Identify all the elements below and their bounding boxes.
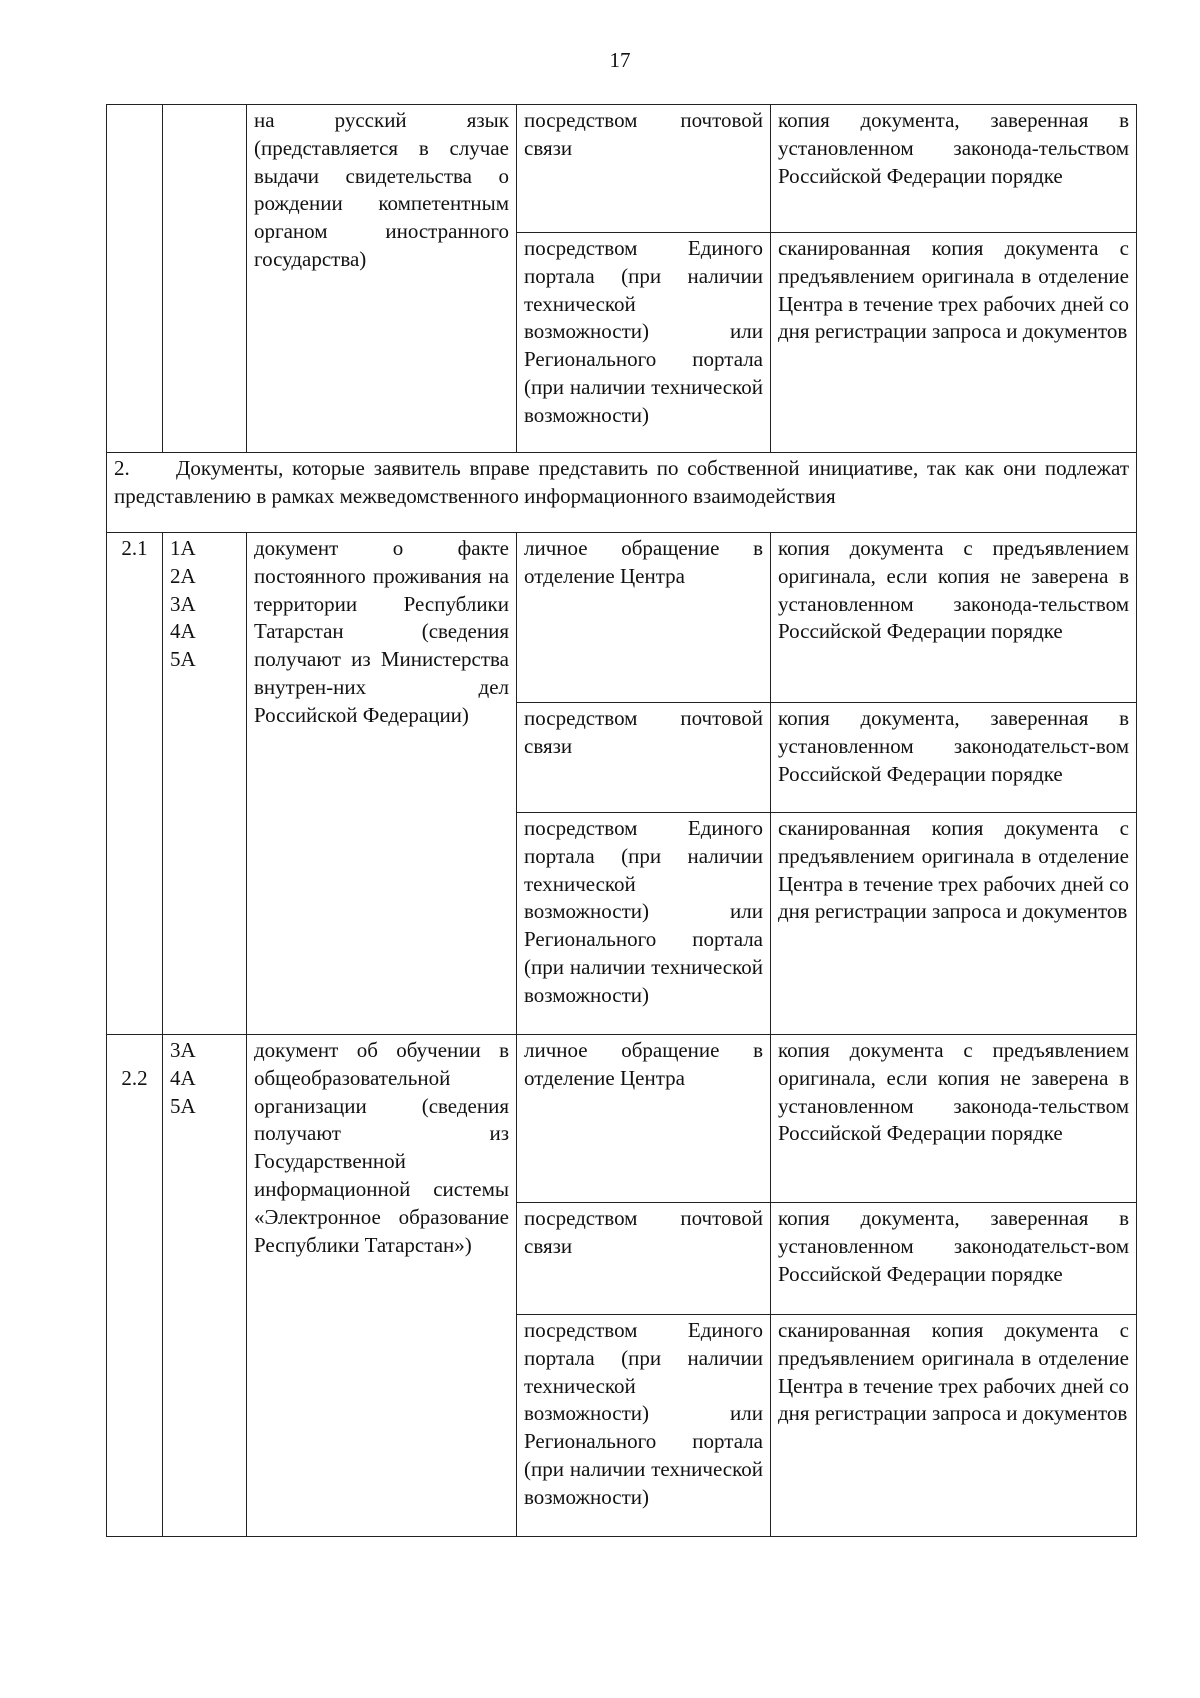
method-cell: посредством Единого портала (при наличии технической возможности) или Регионального портала (при наличии технической возможности) (517, 813, 771, 1035)
row-number: 2.2 (107, 1035, 163, 1537)
form-cell: копия документа, заверенная в установленном законодательст-вом Российской Федерации порядке (771, 703, 1137, 813)
document-cell: документ об обучении в общеобразовательной организации (сведения получают из Государственной информационной системы «Электронное образование Республики Татарстан») (247, 1035, 517, 1537)
form-cell: сканированная копия документа с предъявлением оригинала в отделение Центра в течение трех рабочих дней со дня регистрации запроса и документов (771, 1315, 1137, 1537)
section-number: 2. (114, 456, 130, 480)
form-cell: копия документа, заверенная в установленном законодательст-вом Российской Федерации порядке (771, 1203, 1137, 1315)
document-cell: документ о факте постоянного проживания на территории Республики Татарстан (сведения получают из Министерства внутрен-них дел Российской Федерации) (247, 533, 517, 1035)
section-title: Документы, которые заявитель вправе представить по собственной инициативе, так как они подлежат представлению в рамках межведомственного информационного взаимодействия (114, 456, 1129, 508)
method-cell: посредством почтовой связи (517, 105, 771, 233)
form-cell: копия документа с предъявлением оригинала, если копия не заверена в установленном законода-тельством Российской Федерации порядке (771, 1035, 1137, 1203)
table-row (107, 533, 1137, 703)
document-cell: на русский язык (представляется в случае выдачи свидетельства о рождении компетентным органом иностранного государства) (247, 105, 517, 453)
method-cell: личное обращение в отделение Центра (517, 533, 771, 703)
table-row (107, 105, 1137, 233)
section-heading-row (107, 453, 1137, 533)
documents-table (106, 104, 1137, 1537)
row-codes-cell (163, 105, 247, 453)
page-number: 17 (609, 48, 631, 72)
form-cell: копия документа с предъявлением оригинала, если копия не заверена в установленном законода-тельством Российской Федерации порядке (771, 533, 1137, 703)
method-cell: посредством Единого портала (при наличии технической возможности) или Регионального портала (при наличии технической возможности) (517, 1315, 771, 1537)
method-cell: посредством почтовой связи (517, 703, 771, 813)
form-cell: сканированная копия документа с предъявлением оригинала в отделение Центра в течение трех рабочих дней со дня регистрации запроса и документов (771, 233, 1137, 453)
method-cell: посредством почтовой связи (517, 1203, 771, 1315)
row-number-cell (107, 105, 163, 453)
row-codes: 3А 4А 5А (163, 1035, 247, 1537)
form-cell: сканированная копия документа с предъявлением оригинала в отделение Центра в течение трех рабочих дней со дня регистрации запроса и документов (771, 813, 1137, 1035)
row-codes: 1А 2А 3А 4А 5А (163, 533, 247, 1035)
table-row (107, 1035, 1137, 1203)
method-cell: личное обращение в отделение Центра (517, 1035, 771, 1203)
form-cell: копия документа, заверенная в установленном законода-тельством Российской Федерации порядке (771, 105, 1137, 233)
method-cell: посредством Единого портала (при наличии технической возможности) или Регионального портала (при наличии технической возможности) (517, 233, 771, 453)
row-number: 2.1 (107, 533, 163, 1035)
section-heading (107, 453, 1137, 533)
